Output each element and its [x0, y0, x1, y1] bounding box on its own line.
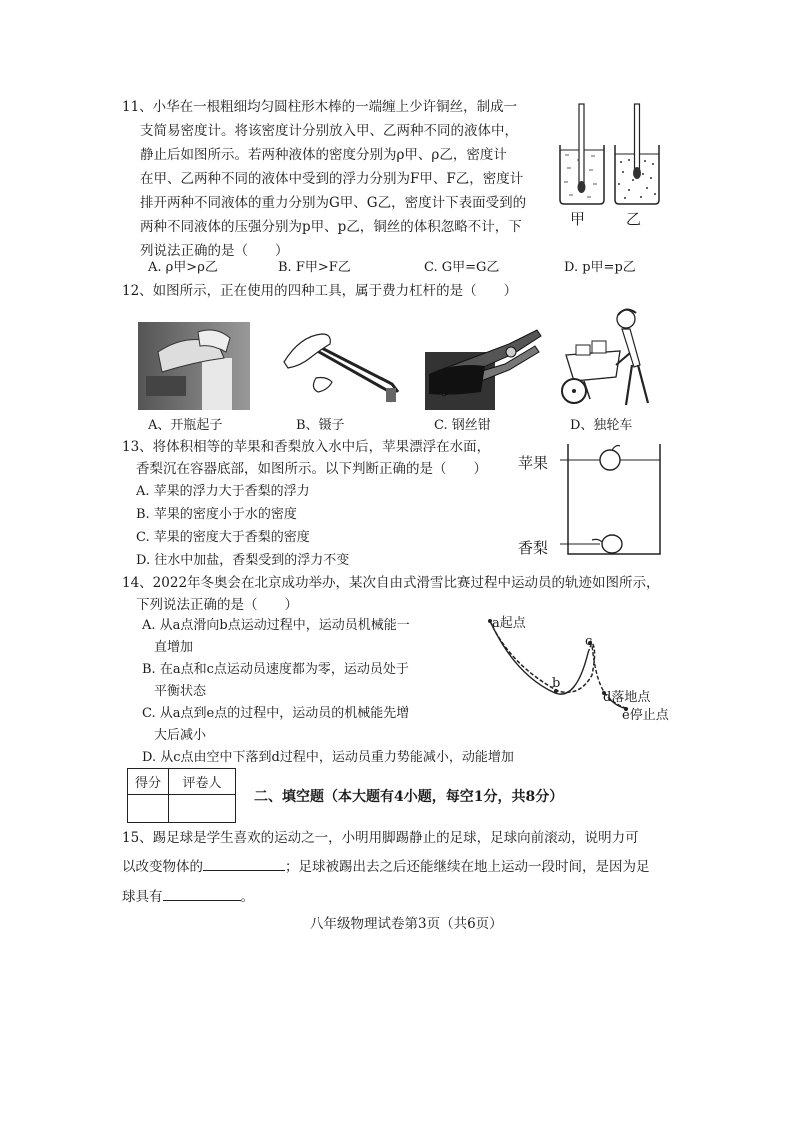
q11-line-5: 排开两种不同液体的重力分别为G甲、G乙，密度计下表面受到的: [140, 195, 527, 211]
q11-line-6: 两种不同液体的压强分别为p甲、p乙，铜丝的体积忽略不计，下: [140, 219, 522, 235]
q14-option-c-2: 大后减小: [154, 728, 207, 743]
point-d-label: d落地点: [603, 690, 651, 705]
beaker-jia: [560, 104, 604, 204]
q13-line-1: 13、将体积相等的苹果和香梨放入水中后，苹果漂浮在水面，: [122, 439, 491, 455]
q11-line-2: 支简易密度计。将该密度计分别放入甲、乙两种不同的液体中，: [140, 123, 518, 139]
q11-option-a: A. ρ甲>ρ乙: [148, 260, 218, 275]
point-c-label: c: [585, 634, 593, 649]
q11-line-7: 列说法正确的是（ ）: [140, 243, 289, 259]
q15-line-3-prefix: 球具有: [122, 889, 163, 905]
q15-line-2-prefix: 以改变物体的: [122, 859, 203, 875]
bottle-opener-image: [138, 322, 250, 410]
q12-caption-d: D、独轮车: [570, 418, 633, 433]
pear-shape: [602, 535, 622, 553]
q13-option-d: D. 往水中加盐，香梨受到的浮力不变: [136, 553, 350, 568]
label-yi: 乙: [626, 210, 642, 228]
wheelbarrow-image: [556, 305, 668, 413]
q11-option-c: C. G甲=G乙: [424, 260, 500, 275]
q11-option-b: B. F甲>F乙: [278, 260, 351, 275]
score-table: [127, 768, 236, 823]
q14-line-1: 14、2022年冬奥会在北京成功举办，某次自由式滑雪比赛过程中运动员的轨迹如图所示，: [122, 575, 660, 591]
q14-option-b-1: B. 在a点和c点运动员速度都为零，运动员处于: [142, 662, 409, 677]
q13-line-2: 香梨沉在容器底部，如图所示。以下判断正确的是（ ）: [136, 461, 487, 477]
q15-blank-1[interactable]: [203, 856, 285, 871]
q15-line-2: [122, 856, 650, 877]
q14-option-a-1: A. 从a点滑向b点运动过程中，运动员机械能一: [142, 618, 410, 633]
q11-line-1: 11、小华在一根粗细均匀圆柱形木棒的一端缠上少许铜丝，制成一: [122, 99, 518, 115]
q14-option-d: D. 从c点由空中下落到d过程中，运动员重力势能减小，动能增加: [142, 750, 514, 765]
label-pear: 香梨: [518, 539, 549, 557]
q12-caption-a: A、开瓶起子: [148, 418, 223, 433]
pliers-image: [425, 322, 545, 410]
q14-line-2: 下列说法正确的是（ ）: [136, 597, 298, 613]
label-apple: 苹果: [518, 454, 549, 472]
q11-option-d: D. p甲=p乙: [564, 260, 636, 275]
q12-stem: 12、如图所示，正在使用的四种工具，属于费力杠杆的是（ ）: [122, 283, 518, 299]
point-e-label: e停止点: [622, 708, 669, 723]
q14-option-c-1: C. 从a点到e点的过程中，运动员的机械能先增: [142, 706, 410, 721]
tweezers-image: [280, 322, 405, 410]
section-2-title: 二、填空题（本大题有4小题，每空1分，共8分）: [254, 789, 564, 805]
q15-line-3-suffix: 。: [240, 889, 254, 905]
q12-caption-c: C. 钢丝钳: [434, 418, 491, 433]
apple-pear-container-figure: [560, 440, 670, 560]
q15-line-1: 15、踢足球是学生喜欢的运动之一，小明用脚踢静止的足球，足球向前滚动，说明力可: [122, 830, 639, 846]
point-b-label: b: [552, 676, 561, 691]
hydrometer-figure: [555, 100, 665, 220]
score-cell[interactable]: [128, 795, 169, 823]
q12-caption-b: B、镊子: [296, 418, 345, 433]
beaker-yi: [615, 104, 659, 204]
grader-label: 评卷人: [169, 769, 236, 795]
q15-line-2-suffix: ；足球被踢出去之后还能继续在地上运动一段时间，是因为足: [285, 859, 650, 875]
q14-option-a-2: 直增加: [154, 640, 194, 655]
grader-cell[interactable]: [169, 795, 236, 823]
score-label: 得分: [128, 769, 169, 795]
q11-line-3: 静止后如图所示。若两种液体的密度分别为ρ甲、ρ乙，密度计: [140, 147, 507, 163]
point-a-label: a起点: [492, 616, 526, 631]
label-jia: 甲: [570, 210, 586, 228]
page-footer: 八年级物理试卷第3页（共6页）: [310, 916, 503, 932]
q13-option-a: A. 苹果的浮力大于香梨的浮力: [136, 484, 310, 499]
q15-blank-2[interactable]: [163, 886, 241, 901]
q15-line-3: [122, 886, 254, 907]
apple-shape: [600, 450, 620, 470]
q13-option-c: C. 苹果的密度大于香梨的密度: [136, 530, 310, 545]
q13-option-b: B. 苹果的密度小于水的密度: [136, 507, 297, 522]
q14-option-b-2: 平衡状态: [154, 684, 207, 699]
q11-line-4: 在甲、乙两种不同的液体中受到的浮力分别为F甲、F乙，密度计: [140, 171, 524, 187]
